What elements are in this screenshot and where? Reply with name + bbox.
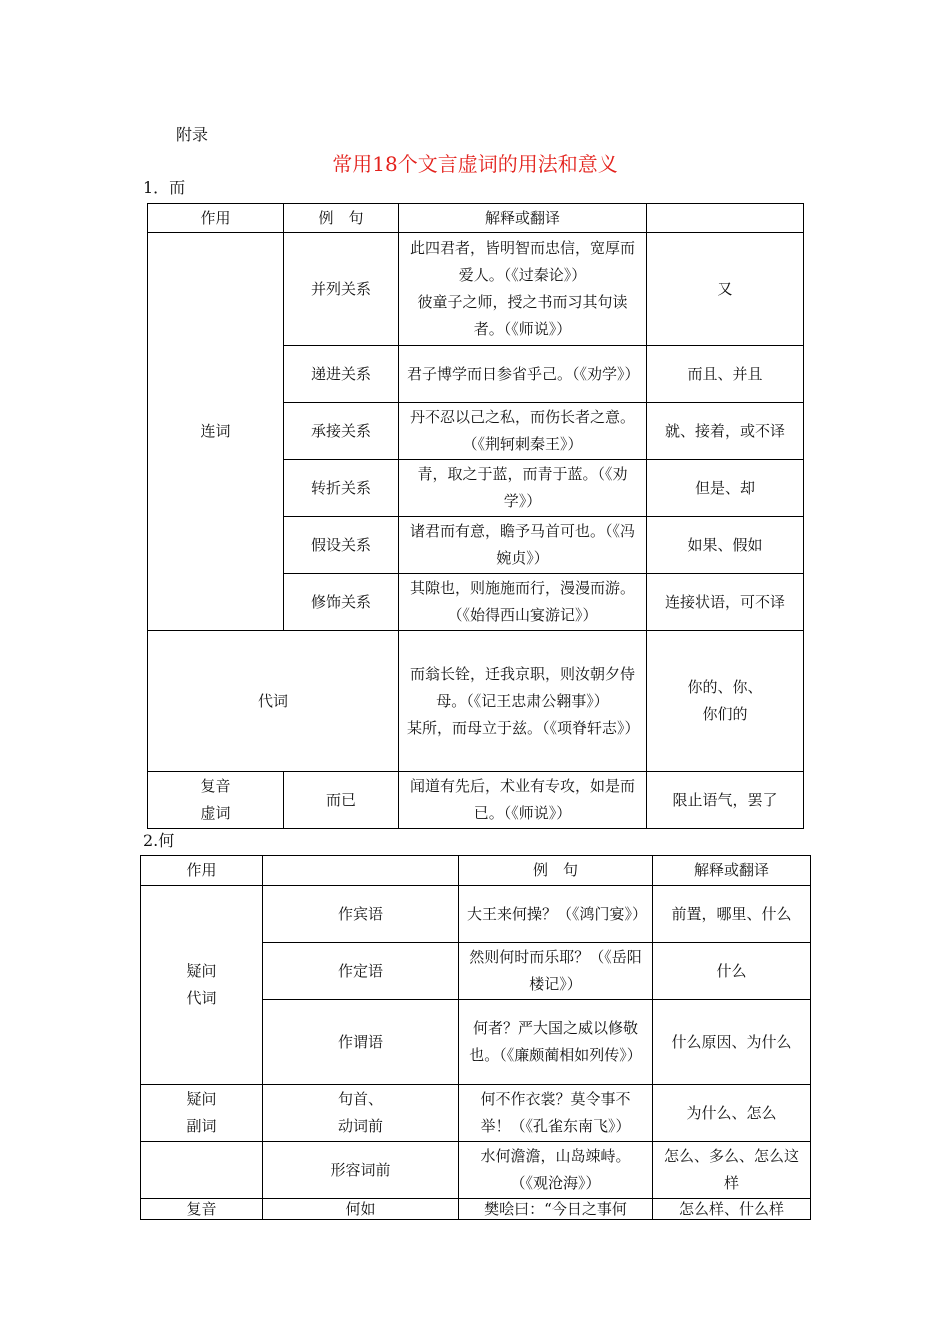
table-er bbox=[147, 203, 804, 829]
meaning-cell: 什么 bbox=[653, 943, 811, 1000]
example-cell bbox=[399, 233, 647, 346]
header-cell: 解释或翻译 bbox=[399, 204, 647, 233]
appendix-label: 附录 bbox=[176, 125, 209, 144]
example-cell: 樊哙曰：“今日之事何 bbox=[459, 1199, 653, 1220]
meaning-cell: 前置，哪里、什么 bbox=[653, 886, 811, 943]
meaning-cell: 怎么、多么、怎么这样 bbox=[653, 1142, 811, 1199]
table-row bbox=[141, 1142, 811, 1199]
header-cell: 解释或翻译 bbox=[653, 856, 811, 886]
table-row bbox=[148, 772, 804, 829]
example-cell: 君子博学而日参省乎己。（《劝学》） bbox=[399, 346, 647, 403]
group-cell-empty bbox=[141, 1142, 263, 1199]
usage-cell: 何如 bbox=[263, 1199, 459, 1220]
usage-text: 动词前 bbox=[337, 1117, 383, 1135]
example-cell: 闻道有先后，术业有专攻，如是而已。（《师说》） bbox=[399, 772, 647, 829]
header-cell: 例 句 bbox=[459, 856, 653, 886]
example-cell: 何者？严大国之威以修敬也。（《廉颇蔺相如列传》） bbox=[459, 1000, 653, 1085]
example-cell: 然则何时而乐耶？（《岳阳楼记》） bbox=[459, 943, 653, 1000]
example-text: 而翁长铨，迁我京职，则汝朝夕侍母。（《记王忠肃公翱事》） bbox=[409, 664, 635, 710]
group-cell-fuyin: 复音 bbox=[141, 1199, 263, 1220]
group-cell-daici: 代词 bbox=[148, 631, 399, 772]
group-text: 疑问 bbox=[186, 1090, 217, 1108]
table-row bbox=[141, 886, 811, 943]
example-cell: 其隙也，则施施而行，漫漫而游。（《始得西山宴游记》） bbox=[399, 574, 647, 631]
example-cell: 青，取之于蓝，而青于蓝。（《劝学》） bbox=[399, 460, 647, 517]
header-cell: 作用 bbox=[141, 856, 263, 886]
usage-cell: 假设关系 bbox=[284, 517, 399, 574]
meaning-cell: 但是、却 bbox=[647, 460, 804, 517]
usage-cell: 承接关系 bbox=[284, 403, 399, 460]
example-text: 此四君者，皆明智而忠信，宽厚而爱人。（《过秦论》） bbox=[409, 239, 635, 284]
group-cell-lianci: 连词 bbox=[148, 233, 284, 631]
group-text: 疑问 bbox=[186, 962, 217, 980]
table-he bbox=[140, 855, 811, 1220]
table-row bbox=[148, 631, 804, 772]
meaning-cell: 就、接着，或不译 bbox=[647, 403, 804, 460]
meaning-cell: 为什么、怎么 bbox=[653, 1085, 811, 1142]
group-text: 复音 bbox=[200, 777, 231, 795]
usage-cell bbox=[263, 1085, 459, 1142]
example-text: 彼童子之师，授之书而习其句读者。（《师说》） bbox=[417, 293, 628, 338]
example-text: 某所，而母立于兹。（《项脊轩志》） bbox=[407, 718, 640, 737]
example-cell bbox=[399, 631, 647, 772]
header-cell: 例 句 bbox=[284, 204, 399, 233]
header-cell bbox=[647, 204, 804, 233]
meaning-cell bbox=[647, 631, 804, 772]
usage-cell: 作谓语 bbox=[263, 1000, 459, 1085]
group-cell-yiwen-fuci bbox=[141, 1085, 263, 1142]
usage-cell: 作定语 bbox=[263, 943, 459, 1000]
section-heading-er: 1．而 bbox=[143, 178, 186, 197]
header-cell bbox=[263, 856, 459, 886]
section-heading-he: 2.何 bbox=[143, 831, 175, 850]
example-cell: 大王来何操？（《鸿门宴》） bbox=[459, 886, 653, 943]
table-row bbox=[148, 233, 804, 346]
group-text: 虚词 bbox=[200, 804, 231, 822]
group-text: 副词 bbox=[186, 1117, 217, 1135]
table-row bbox=[141, 1199, 811, 1220]
meaning-cell: 什么原因、为什么 bbox=[653, 1000, 811, 1085]
group-cell-fuyin bbox=[148, 772, 284, 829]
example-cell: 丹不忍以己之私，而伤长者之意。（《荆轲刺秦王》） bbox=[399, 403, 647, 460]
meaning-cell: 连接状语，可不译 bbox=[647, 574, 804, 631]
table-header-row bbox=[148, 204, 804, 233]
header-cell: 作用 bbox=[148, 204, 284, 233]
group-cell-yiwen-daici bbox=[141, 886, 263, 1085]
meaning-cell: 而且、并且 bbox=[647, 346, 804, 403]
meaning-cell: 如果、假如 bbox=[647, 517, 804, 574]
usage-cell: 递进关系 bbox=[284, 346, 399, 403]
usage-cell: 作宾语 bbox=[263, 886, 459, 943]
meaning-text: 你们的 bbox=[702, 705, 748, 723]
table-header-row bbox=[141, 856, 811, 886]
example-cell: 诸君而有意，瞻予马首可也。（《冯婉贞》） bbox=[399, 517, 647, 574]
usage-cell: 而已 bbox=[284, 772, 399, 829]
usage-cell: 转折关系 bbox=[284, 460, 399, 517]
table-row bbox=[141, 1085, 811, 1142]
example-cell: 何不作衣裳？莫令事不举！（《孔雀东南飞》） bbox=[459, 1085, 653, 1142]
example-cell: 水何澹澹，山岛竦峙。（《观沧海》） bbox=[459, 1142, 653, 1199]
meaning-cell: 限止语气，罢了 bbox=[647, 772, 804, 829]
usage-cell: 并列关系 bbox=[284, 233, 399, 346]
usage-cell: 修饰关系 bbox=[284, 574, 399, 631]
meaning-text: 你的、你、 bbox=[687, 678, 763, 696]
page-title: 常用18个文言虚词的用法和意义 bbox=[332, 152, 618, 176]
meaning-cell: 又 bbox=[647, 233, 804, 346]
meaning-cell: 怎么样、什么样 bbox=[653, 1199, 811, 1220]
usage-cell: 形容词前 bbox=[263, 1142, 459, 1199]
group-text: 代词 bbox=[186, 989, 217, 1007]
usage-text: 句首、 bbox=[337, 1090, 383, 1108]
